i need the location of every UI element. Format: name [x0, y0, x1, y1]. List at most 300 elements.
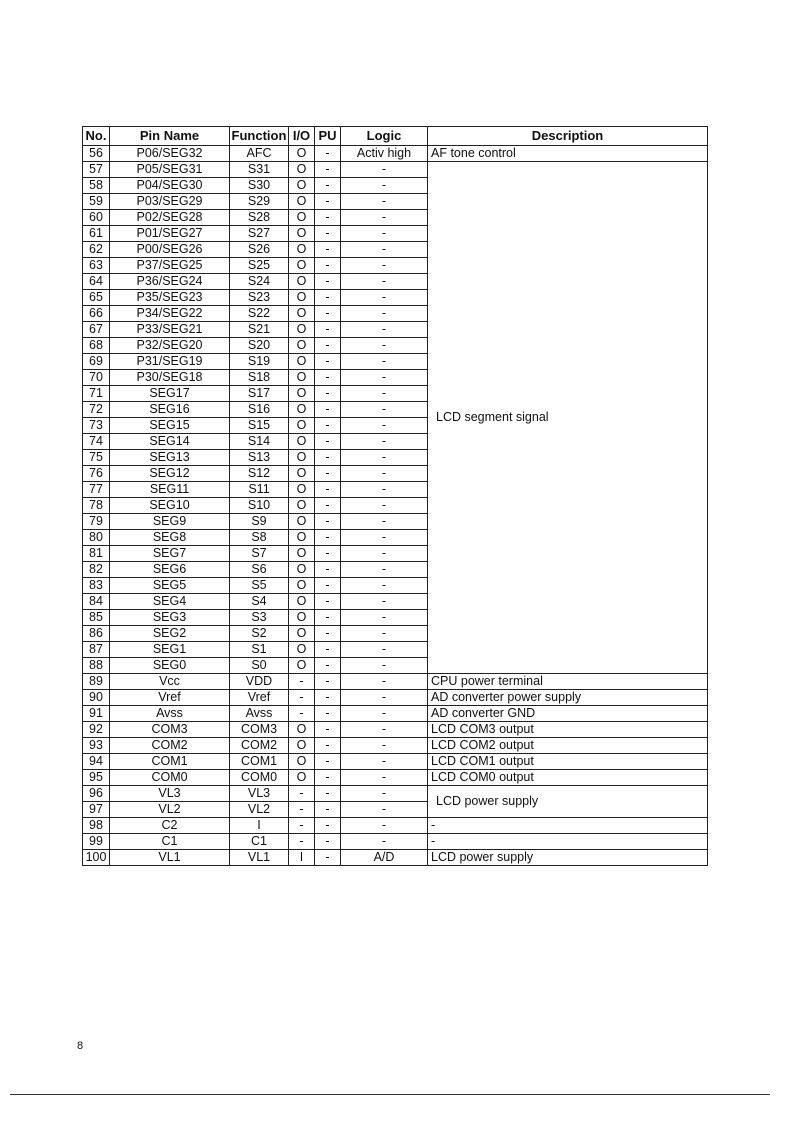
cell-pin-name: SEG2: [110, 626, 230, 642]
cell-io: O: [289, 274, 315, 290]
cell-io: O: [289, 450, 315, 466]
cell-logic: -: [341, 386, 428, 402]
cell-no: 62: [83, 242, 110, 258]
cell-pu: -: [315, 418, 341, 434]
cell-function: S30: [230, 178, 289, 194]
cell-logic: -: [341, 322, 428, 338]
cell-io: O: [289, 194, 315, 210]
cell-no: 60: [83, 210, 110, 226]
cell-pin-name: P04/SEG30: [110, 178, 230, 194]
cell-no: 66: [83, 306, 110, 322]
cell-no: 68: [83, 338, 110, 354]
cell-io: -: [289, 802, 315, 818]
cell-function: S2: [230, 626, 289, 642]
cell-io: O: [289, 738, 315, 754]
cell-logic: -: [341, 258, 428, 274]
cell-pu: -: [315, 242, 341, 258]
cell-description: -: [428, 834, 708, 850]
cell-no: 65: [83, 290, 110, 306]
table-row: [83, 770, 708, 786]
cell-no: 73: [83, 418, 110, 434]
cell-logic: -: [341, 242, 428, 258]
cell-logic: -: [341, 290, 428, 306]
cell-io: O: [289, 434, 315, 450]
cell-logic: -: [341, 722, 428, 738]
cell-pu: -: [315, 690, 341, 706]
cell-no: 89: [83, 674, 110, 690]
cell-logic: -: [341, 626, 428, 642]
cell-no: 92: [83, 722, 110, 738]
cell-io: I: [289, 850, 315, 866]
cell-pu: -: [315, 850, 341, 866]
cell-no: 76: [83, 466, 110, 482]
cell-pu: -: [315, 466, 341, 482]
header-description: Description: [428, 127, 708, 146]
cell-function: C1: [230, 834, 289, 850]
cell-description: LCD power supply: [428, 786, 708, 818]
cell-io: O: [289, 466, 315, 482]
cell-io: O: [289, 658, 315, 674]
cell-pin-name: VL3: [110, 786, 230, 802]
cell-function: COM2: [230, 738, 289, 754]
cell-function: Vref: [230, 690, 289, 706]
cell-pu: -: [315, 338, 341, 354]
cell-io: -: [289, 690, 315, 706]
cell-pin-name: COM2: [110, 738, 230, 754]
cell-pin-name: P35/SEG23: [110, 290, 230, 306]
cell-function: S10: [230, 498, 289, 514]
cell-pin-name: C1: [110, 834, 230, 850]
cell-io: O: [289, 418, 315, 434]
cell-logic: -: [341, 162, 428, 178]
cell-io: O: [289, 770, 315, 786]
footer-rule: [10, 1094, 770, 1095]
cell-function: COM1: [230, 754, 289, 770]
cell-io: O: [289, 754, 315, 770]
cell-io: O: [289, 610, 315, 626]
header-logic: Logic: [341, 127, 428, 146]
cell-no: 85: [83, 610, 110, 626]
cell-function: S6: [230, 562, 289, 578]
cell-io: O: [289, 178, 315, 194]
cell-pu: -: [315, 386, 341, 402]
cell-io: -: [289, 834, 315, 850]
cell-no: 61: [83, 226, 110, 242]
cell-logic: -: [341, 738, 428, 754]
cell-pu: -: [315, 818, 341, 834]
cell-function: S9: [230, 514, 289, 530]
cell-no: 72: [83, 402, 110, 418]
cell-logic: -: [341, 370, 428, 386]
table-row: [83, 834, 708, 850]
cell-description: LCD COM3 output: [428, 722, 708, 738]
cell-io: O: [289, 242, 315, 258]
cell-pu: -: [315, 482, 341, 498]
cell-function: COM0: [230, 770, 289, 786]
cell-logic: -: [341, 434, 428, 450]
cell-no: 91: [83, 706, 110, 722]
cell-pu: -: [315, 498, 341, 514]
cell-pin-name: P03/SEG29: [110, 194, 230, 210]
cell-no: 84: [83, 594, 110, 610]
cell-no: 93: [83, 738, 110, 754]
header-pin-name: Pin Name: [110, 127, 230, 146]
cell-logic: -: [341, 514, 428, 530]
cell-pu: -: [315, 178, 341, 194]
cell-logic: -: [341, 498, 428, 514]
cell-io: -: [289, 818, 315, 834]
cell-pu: -: [315, 226, 341, 242]
cell-io: O: [289, 402, 315, 418]
cell-io: O: [289, 210, 315, 226]
cell-function: S20: [230, 338, 289, 354]
cell-pin-name: Avss: [110, 706, 230, 722]
cell-function: S28: [230, 210, 289, 226]
cell-logic: -: [341, 770, 428, 786]
cell-pin-name: P00/SEG26: [110, 242, 230, 258]
cell-no: 96: [83, 786, 110, 802]
cell-io: O: [289, 642, 315, 658]
cell-pu: -: [315, 402, 341, 418]
cell-no: 78: [83, 498, 110, 514]
cell-pu: -: [315, 194, 341, 210]
cell-function: S18: [230, 370, 289, 386]
cell-function: VL1: [230, 850, 289, 866]
cell-logic: -: [341, 178, 428, 194]
cell-logic: -: [341, 210, 428, 226]
table-row: [83, 146, 708, 162]
cell-no: 57: [83, 162, 110, 178]
cell-pin-name: SEG3: [110, 610, 230, 626]
cell-pu: -: [315, 610, 341, 626]
cell-no: 81: [83, 546, 110, 562]
cell-pu: -: [315, 306, 341, 322]
cell-function: S17: [230, 386, 289, 402]
cell-pin-name: SEG17: [110, 386, 230, 402]
cell-pu: -: [315, 642, 341, 658]
cell-no: 87: [83, 642, 110, 658]
cell-logic: -: [341, 690, 428, 706]
cell-logic: -: [341, 706, 428, 722]
cell-function: S19: [230, 354, 289, 370]
cell-logic: -: [341, 418, 428, 434]
header-no: No.: [83, 127, 110, 146]
cell-no: 83: [83, 578, 110, 594]
cell-pin-name: P06/SEG32: [110, 146, 230, 162]
cell-no: 90: [83, 690, 110, 706]
cell-function: S16: [230, 402, 289, 418]
table-body: [83, 146, 708, 866]
cell-io: O: [289, 146, 315, 162]
cell-io: -: [289, 786, 315, 802]
cell-logic: -: [341, 562, 428, 578]
cell-pin-name: P33/SEG21: [110, 322, 230, 338]
cell-no: 67: [83, 322, 110, 338]
cell-function: AFC: [230, 146, 289, 162]
cell-logic: -: [341, 834, 428, 850]
cell-description: LCD COM2 output: [428, 738, 708, 754]
cell-description: -: [428, 818, 708, 834]
cell-function: VL2: [230, 802, 289, 818]
cell-io: O: [289, 530, 315, 546]
cell-no: 80: [83, 530, 110, 546]
table-row: [83, 850, 708, 866]
table-row: [83, 162, 708, 178]
cell-pu: -: [315, 354, 341, 370]
cell-logic: -: [341, 530, 428, 546]
cell-function: S22: [230, 306, 289, 322]
cell-logic: -: [341, 402, 428, 418]
cell-io: O: [289, 546, 315, 562]
cell-function: S4: [230, 594, 289, 610]
cell-pin-name: SEG13: [110, 450, 230, 466]
cell-logic: -: [341, 354, 428, 370]
cell-io: O: [289, 290, 315, 306]
cell-pin-name: SEG16: [110, 402, 230, 418]
cell-pu: -: [315, 594, 341, 610]
cell-description: AD converter GND: [428, 706, 708, 722]
table-row: [83, 690, 708, 706]
cell-io: O: [289, 386, 315, 402]
cell-logic: Activ high: [341, 146, 428, 162]
cell-function: COM3: [230, 722, 289, 738]
cell-pin-name: COM1: [110, 754, 230, 770]
cell-description: AD converter power supply: [428, 690, 708, 706]
cell-pu: -: [315, 786, 341, 802]
table-header-row: [83, 127, 708, 146]
cell-no: 88: [83, 658, 110, 674]
table-row: [83, 754, 708, 770]
cell-io: O: [289, 162, 315, 178]
cell-function: S31: [230, 162, 289, 178]
cell-pu: -: [315, 370, 341, 386]
cell-logic: -: [341, 818, 428, 834]
cell-pu: -: [315, 738, 341, 754]
cell-function: S1: [230, 642, 289, 658]
cell-io: O: [289, 338, 315, 354]
cell-description: LCD COM0 output: [428, 770, 708, 786]
cell-function: VDD: [230, 674, 289, 690]
cell-logic: -: [341, 194, 428, 210]
cell-io: O: [289, 626, 315, 642]
cell-pu: -: [315, 546, 341, 562]
cell-function: S13: [230, 450, 289, 466]
cell-logic: -: [341, 786, 428, 802]
cell-io: O: [289, 578, 315, 594]
cell-pin-name: SEG10: [110, 498, 230, 514]
cell-io: -: [289, 674, 315, 690]
cell-logic: -: [341, 658, 428, 674]
cell-logic: -: [341, 802, 428, 818]
cell-logic: -: [341, 306, 428, 322]
cell-pin-name: Vref: [110, 690, 230, 706]
cell-pu: -: [315, 322, 341, 338]
cell-logic: A/D: [341, 850, 428, 866]
cell-io: O: [289, 370, 315, 386]
cell-pin-name: C2: [110, 818, 230, 834]
cell-logic: -: [341, 226, 428, 242]
cell-logic: -: [341, 450, 428, 466]
cell-pu: -: [315, 802, 341, 818]
cell-pin-name: P31/SEG19: [110, 354, 230, 370]
cell-logic: -: [341, 642, 428, 658]
cell-no: 63: [83, 258, 110, 274]
header-io: I/O: [289, 127, 315, 146]
cell-io: O: [289, 514, 315, 530]
cell-description: LCD segment signal: [428, 162, 708, 674]
cell-pin-name: SEG12: [110, 466, 230, 482]
cell-no: 79: [83, 514, 110, 530]
cell-function: VL3: [230, 786, 289, 802]
cell-no: 97: [83, 802, 110, 818]
cell-pu: -: [315, 706, 341, 722]
cell-io: O: [289, 498, 315, 514]
cell-pin-name: Vcc: [110, 674, 230, 690]
cell-pin-name: P30/SEG18: [110, 370, 230, 386]
cell-description: CPU power terminal: [428, 674, 708, 690]
cell-no: 99: [83, 834, 110, 850]
table-row: [83, 706, 708, 722]
cell-io: O: [289, 306, 315, 322]
cell-no: 69: [83, 354, 110, 370]
cell-pu: -: [315, 674, 341, 690]
cell-no: 56: [83, 146, 110, 162]
cell-pu: -: [315, 514, 341, 530]
cell-function: S24: [230, 274, 289, 290]
cell-no: 86: [83, 626, 110, 642]
cell-no: 74: [83, 434, 110, 450]
cell-function: S3: [230, 610, 289, 626]
pin-table: [82, 126, 708, 866]
cell-pin-name: SEG14: [110, 434, 230, 450]
cell-io: O: [289, 226, 315, 242]
cell-function: S0: [230, 658, 289, 674]
cell-pin-name: P32/SEG20: [110, 338, 230, 354]
cell-logic: -: [341, 674, 428, 690]
header-pu: PU: [315, 127, 341, 146]
cell-logic: -: [341, 274, 428, 290]
cell-logic: -: [341, 338, 428, 354]
cell-function: S21: [230, 322, 289, 338]
cell-io: O: [289, 322, 315, 338]
table-row: [83, 738, 708, 754]
cell-pu: -: [315, 754, 341, 770]
cell-no: 95: [83, 770, 110, 786]
cell-pin-name: P36/SEG24: [110, 274, 230, 290]
cell-function: S26: [230, 242, 289, 258]
cell-pin-name: SEG9: [110, 514, 230, 530]
cell-function: Avss: [230, 706, 289, 722]
cell-no: 58: [83, 178, 110, 194]
cell-no: 70: [83, 370, 110, 386]
cell-no: 71: [83, 386, 110, 402]
cell-pu: -: [315, 530, 341, 546]
cell-pu: -: [315, 770, 341, 786]
cell-function: I: [230, 818, 289, 834]
cell-description: LCD COM1 output: [428, 754, 708, 770]
cell-io: O: [289, 258, 315, 274]
cell-function: S25: [230, 258, 289, 274]
cell-logic: -: [341, 578, 428, 594]
cell-no: 98: [83, 818, 110, 834]
cell-pin-name: P01/SEG27: [110, 226, 230, 242]
cell-io: O: [289, 482, 315, 498]
cell-no: 64: [83, 274, 110, 290]
cell-pu: -: [315, 290, 341, 306]
cell-function: S11: [230, 482, 289, 498]
cell-io: O: [289, 562, 315, 578]
cell-pin-name: SEG1: [110, 642, 230, 658]
cell-pu: -: [315, 162, 341, 178]
cell-io: O: [289, 354, 315, 370]
cell-pin-name: P34/SEG22: [110, 306, 230, 322]
cell-logic: -: [341, 482, 428, 498]
cell-pu: -: [315, 722, 341, 738]
page-number: 8: [77, 1040, 84, 1052]
cell-function: S23: [230, 290, 289, 306]
cell-logic: -: [341, 594, 428, 610]
cell-io: O: [289, 594, 315, 610]
cell-pin-name: P02/SEG28: [110, 210, 230, 226]
cell-logic: -: [341, 546, 428, 562]
table-row: [83, 786, 708, 802]
cell-function: S5: [230, 578, 289, 594]
cell-no: 82: [83, 562, 110, 578]
cell-description: AF tone control: [428, 146, 708, 162]
cell-function: S29: [230, 194, 289, 210]
cell-no: 75: [83, 450, 110, 466]
cell-pin-name: P05/SEG31: [110, 162, 230, 178]
cell-no: 94: [83, 754, 110, 770]
cell-function: S14: [230, 434, 289, 450]
cell-pin-name: COM0: [110, 770, 230, 786]
table-row: [83, 674, 708, 690]
cell-pin-name: SEG0: [110, 658, 230, 674]
cell-pin-name: SEG6: [110, 562, 230, 578]
cell-pu: -: [315, 434, 341, 450]
cell-no: 59: [83, 194, 110, 210]
cell-no: 100: [83, 850, 110, 866]
cell-logic: -: [341, 754, 428, 770]
cell-pu: -: [315, 626, 341, 642]
cell-pin-name: SEG11: [110, 482, 230, 498]
cell-pu: -: [315, 578, 341, 594]
table-row: [83, 722, 708, 738]
cell-pin-name: COM3: [110, 722, 230, 738]
cell-pin-name: SEG15: [110, 418, 230, 434]
cell-function: S8: [230, 530, 289, 546]
cell-pin-name: SEG5: [110, 578, 230, 594]
cell-description: LCD power supply: [428, 850, 708, 866]
cell-pu: -: [315, 210, 341, 226]
cell-function: S15: [230, 418, 289, 434]
cell-pu: -: [315, 146, 341, 162]
header-function: Function: [230, 127, 289, 146]
cell-pu: -: [315, 834, 341, 850]
cell-pu: -: [315, 658, 341, 674]
cell-pin-name: VL2: [110, 802, 230, 818]
cell-pu: -: [315, 274, 341, 290]
table-row: [83, 818, 708, 834]
cell-function: S27: [230, 226, 289, 242]
cell-no: 77: [83, 482, 110, 498]
cell-logic: -: [341, 466, 428, 482]
cell-function: S7: [230, 546, 289, 562]
cell-pin-name: VL1: [110, 850, 230, 866]
cell-pin-name: P37/SEG25: [110, 258, 230, 274]
cell-pin-name: SEG7: [110, 546, 230, 562]
cell-pu: -: [315, 450, 341, 466]
